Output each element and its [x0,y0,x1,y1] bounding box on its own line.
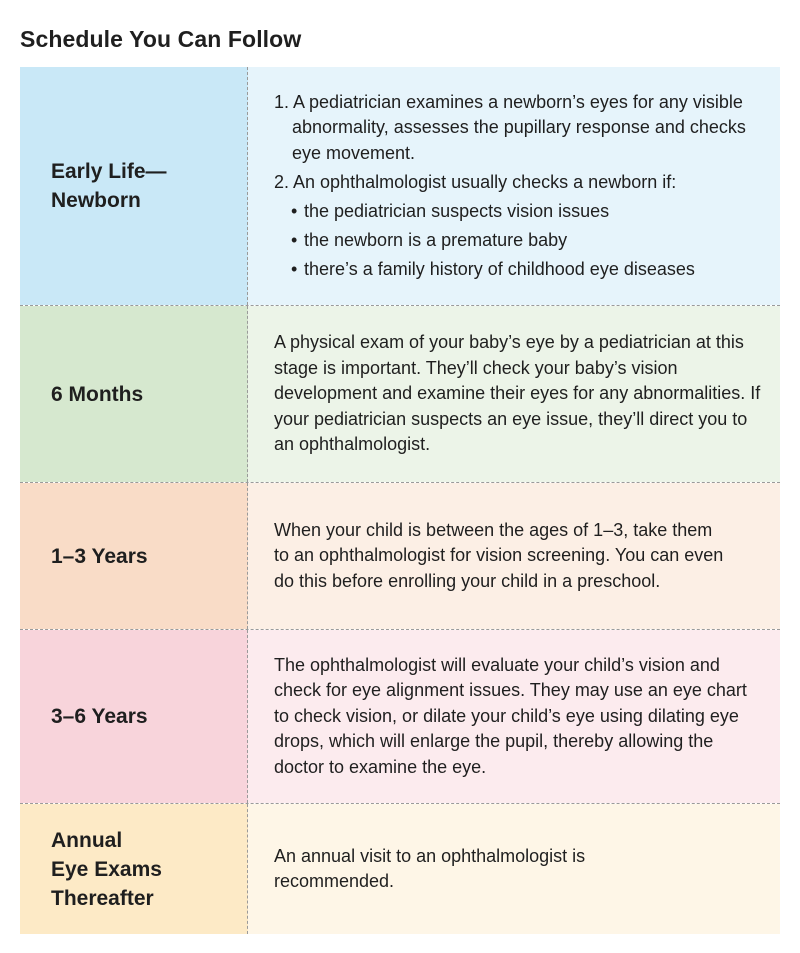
row-description-text: A physical exam of your baby’s eye by a pediatrician at this stage is important. They’ll check your baby’s vision development and examine their eyes for any abnormalities. If your pediatrician suspects an eye issue, they’ll direct you to an ophthalmologist. [274,332,761,455]
numbered-item: 2. An ophthalmologist usually checks a newborn if: [274,172,677,192]
row-label [20,67,248,305]
table-row-1-3-years [20,483,780,630]
numbered-item: 1. A pediatrician examines a newborn’s eyes for any visible abnormality, assesses the pupillary response and checks eye movement. [274,91,746,163]
table-row-newborn [20,67,780,306]
row-label-line: Newborn [51,189,141,212]
table-row-3-6-years [20,630,780,804]
row-label-line: 1–3 Years [51,544,148,568]
row-label [20,630,248,803]
row-description-text: The ophthalmologist will evaluate your child’s vision and check for eye alignment issues. They may use an eye chart to check vision, or dilate your child’s eye using dilating eye drops, which will enlarge the pupil, thereby allowing the doctor to examine the eye. [274,654,747,777]
row-label [20,804,248,934]
row-description [248,630,780,803]
row-label-line: Annual [51,828,123,852]
bullet-text: the newborn is a premature baby [304,230,568,250]
bullet-item [274,228,762,254]
row-description-text: An annual visit to an ophthalmologist is recommended. [274,845,586,891]
bullet-icon: • [291,230,298,250]
table-row-annual [20,804,780,934]
row-label-line: 3–6 Years [51,705,148,728]
schedule-table [20,67,780,934]
row-label-line: 6 Months [51,382,144,406]
row-description [248,483,780,629]
row-label [20,306,248,482]
table-row-6-months [20,306,780,483]
row-label-line: Eye Exams [51,857,162,881]
bullet-item [274,199,762,225]
page-title: Schedule You Can Follow [20,26,302,52]
row-label-line: Early Life— [51,160,167,183]
bullet-item [274,257,762,283]
row-description [248,306,780,482]
row-label [20,483,248,629]
row-description-text: When your child is between the ages of 1–3, take them to an ophthalmologist for vision screening. You can even do this before enrolling your child in a preschool. [274,519,724,591]
row-description [248,67,780,305]
bullet-text: there’s a family history of childhood eye diseases [304,259,695,279]
bullet-icon: • [291,201,298,221]
row-description [248,804,780,934]
bullet-text: the pediatrician suspects vision issues [304,201,610,221]
bullet-icon: • [291,259,298,279]
row-label-line: Thereafter [51,886,154,910]
